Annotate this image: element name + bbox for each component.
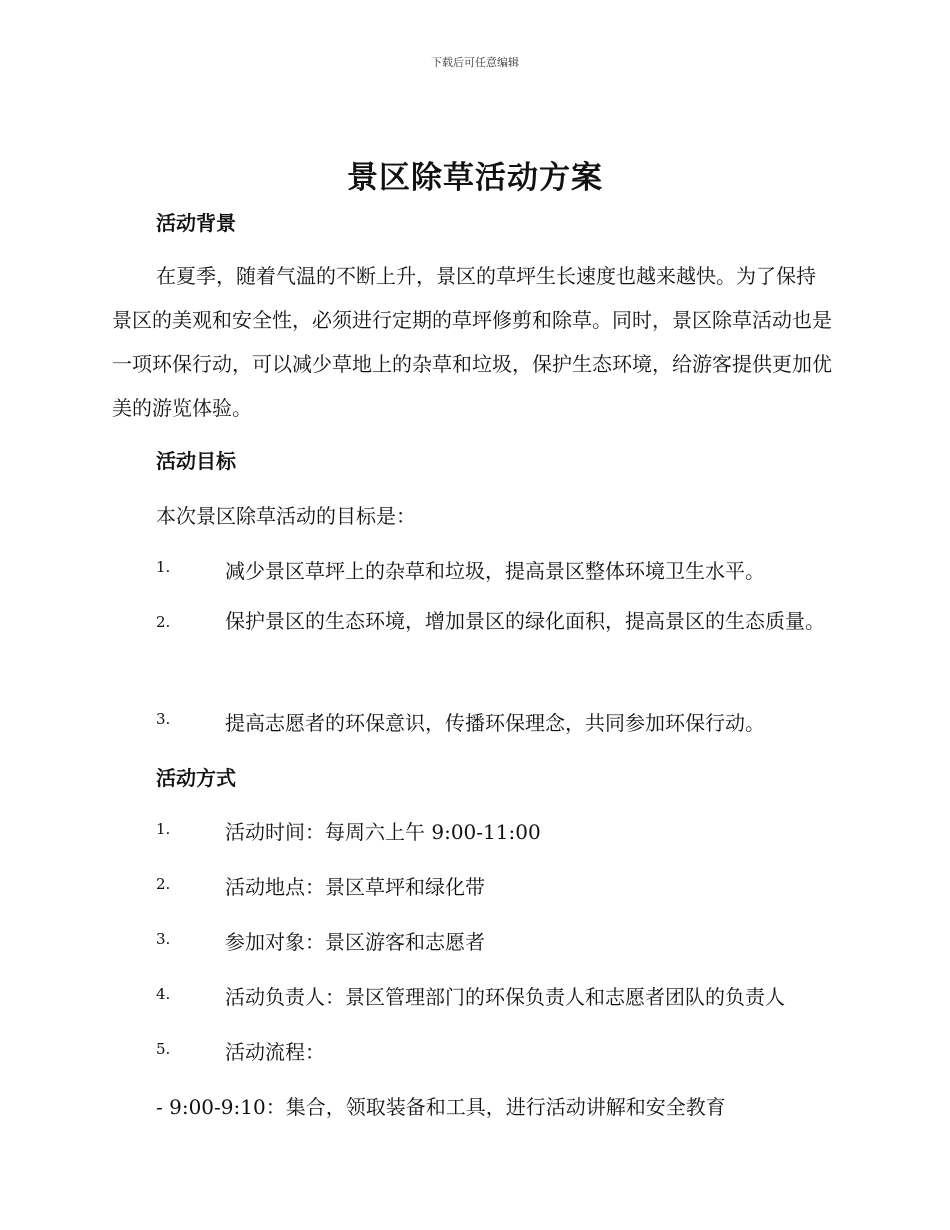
list-item-number: 2. bbox=[156, 613, 171, 631]
list-item-text: 减少景区草坪上的杂草和垃圾，提高景区整体环境卫生水平。 bbox=[225, 559, 765, 583]
list-item-number: 3. bbox=[156, 710, 171, 728]
list-item-number: 2. bbox=[156, 875, 171, 893]
list-item-text: 活动时间：每周六上午 9:00-11:00 bbox=[225, 820, 541, 844]
list-item-text: 提高志愿者的环保意识，传播环保理念，共同参加环保行动。 bbox=[225, 711, 765, 735]
list-item-text: 活动地点：景区草坪和绿化带 bbox=[225, 875, 485, 899]
background-paragraph: 在夏季，随着气温的不断上升，景区的草坪生长速度也越来越快。为了保持景区的美观和安全性，必须进行定期的草坪修剪和除草。同时，景区除草活动也是一项环保行动，可以减少草地上的杂草和垃圾，保护生态环境，给游客提供更加优美的游览体验。 bbox=[112, 264, 832, 420]
list-item-number: 1. bbox=[156, 820, 171, 838]
list-item-number: 3. bbox=[156, 930, 171, 948]
list-item-number: 4. bbox=[156, 985, 171, 1003]
schedule-line: - 9:00-9:10：集合，领取装备和工具，进行活动讲解和安全教育 bbox=[156, 1095, 726, 1119]
goals-intro: 本次景区除草活动的目标是： bbox=[156, 504, 416, 528]
section-heading-background: 活动背景 bbox=[156, 211, 236, 235]
section-heading-method: 活动方式 bbox=[156, 766, 236, 790]
section-heading-goals: 活动目标 bbox=[156, 449, 236, 473]
list-item-text: 参加对象：景区游客和志愿者 bbox=[225, 930, 485, 954]
list-item-text: 保护景区的生态环境，增加景区的绿化面积，提高景区的生态质量。 bbox=[225, 609, 825, 633]
list-item-number: 5. bbox=[156, 1040, 171, 1058]
list-item-text: 活动负责人：景区管理部门的环保负责人和志愿者团队的负责人 bbox=[225, 985, 785, 1009]
list-item-text: 活动流程： bbox=[225, 1040, 325, 1064]
document-title: 景区除草活动方案 bbox=[347, 160, 603, 196]
list-item-number: 1. bbox=[156, 558, 171, 576]
header-note: 下载后可任意编辑 bbox=[431, 56, 519, 69]
